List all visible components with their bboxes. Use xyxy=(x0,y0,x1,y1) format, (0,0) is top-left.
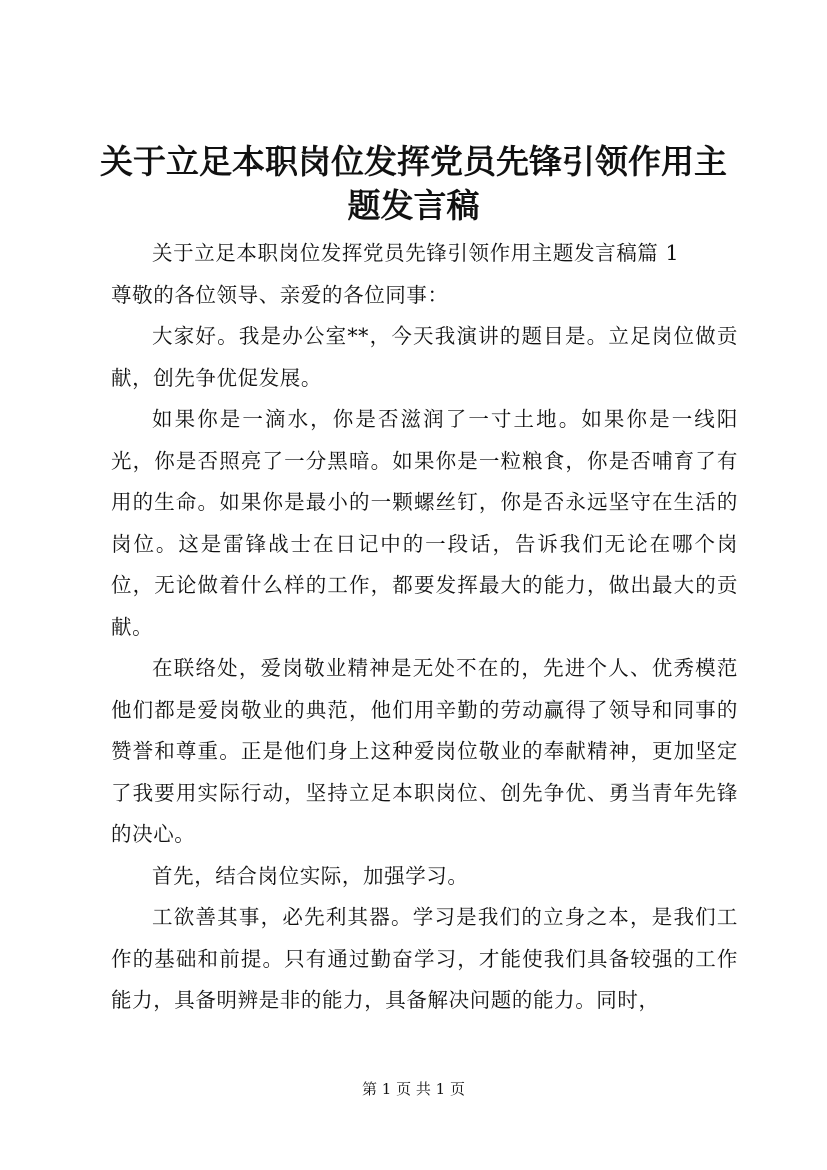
paragraph: 尊敬的各位领导、亲爱的各位同事： xyxy=(111,282,449,307)
paragraph: 关于立足本职岗位发挥党员先锋引领作用主题发言稿篇 1 xyxy=(152,241,680,265)
page-footer: 第 1 页 共 1 页 xyxy=(362,1080,465,1098)
document-title: 关于立足本职岗位发挥党员先锋引领作用主题发言稿 xyxy=(100,142,727,225)
paragraph: 大家好。我是办公室**，今天我演讲的题目是。立足岗位做贡献，创先争优促发展。 xyxy=(111,324,738,390)
paragraph: 工欲善其事，必先利其器。学习是我们的立身之本，是我们工作的基础和前提。只有通过勤奋学习，才能使我们具备较强的工作能力，具备明辨是非的能力，具备解决问题的能力。同时， xyxy=(111,905,738,1012)
paragraph: 在联络处，爱岗敬业精神是无处不在的，先进个人、优秀模范他们都是爱岗敬业的典范，他们用辛勤的劳动赢得了领导和同事的赞誉和尊重。正是他们身上这种爱岗位敬业的奉献精神，更加坚定了我要用实际行动，坚持立足本职岗位、创先争优、勇当青年先锋的决心。 xyxy=(111,656,738,846)
document-body xyxy=(111,233,738,1022)
paragraph: 首先，结合岗位实际，加强学习。 xyxy=(152,863,469,888)
paragraph: 如果你是一滴水，你是否滋润了一寸土地。如果你是一线阳光，你是否照亮了一分黑暗。如果你是一粒粮食，你是否哺育了有用的生命。如果你是最小的一颗螺丝钉，你是否永远坚守在生活的岗位。这是雷锋战士在日记中的一段话，告诉我们无论在哪个岗位，无论做着什么样的工作，都要发挥最大的能力，做出最大的贡献。 xyxy=(111,407,738,639)
